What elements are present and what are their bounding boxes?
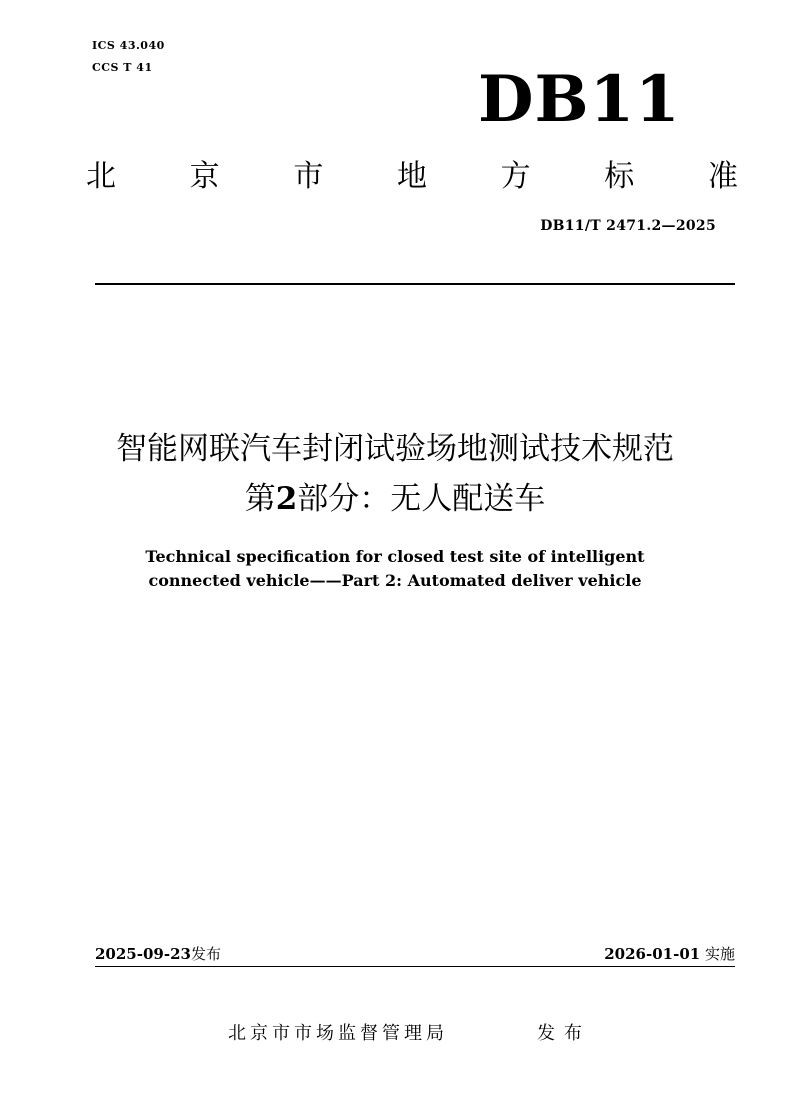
standard-type-char: 标 [604,159,635,194]
issue-date: 2025-09-23 [95,945,191,963]
standard-type-heading [86,148,738,198]
implementation-date-block [604,943,735,964]
implementation-date: 2026-01-01 [604,945,701,963]
title-english-line-2: connected vehicle——Part 2: Automated deliver vehicle [148,571,642,590]
title-english-line-1: Technical specification for closed test site of intelligent [145,547,645,566]
issue-date-block [95,943,221,964]
title-part-number: 2 [275,481,298,517]
title-chinese-line-2 [0,478,790,520]
ccs-code: CCS T 41 [92,61,153,74]
issuing-verb: 发布 [537,1023,591,1044]
issuing-authority: 北京市市场监督管理局 [228,1023,448,1044]
title-part-prefix: 第 [244,481,276,517]
standard-type-char: 方 [500,159,531,194]
ics-code: ICS 43.040 [92,39,165,52]
title-part-suffix: 部分：无人配送车 [297,481,546,517]
header-divider [95,283,735,285]
standard-type-char: 京 [189,159,220,194]
db11-logo: DB11 [478,62,681,137]
footer-divider [95,966,735,967]
issue-label: 发布 [190,945,221,963]
standard-type-char: 准 [707,159,738,194]
standard-type-char: 地 [396,159,427,194]
standard-type-char: 北 [86,159,116,194]
standard-number: DB11/T 2471.2—2025 [540,218,716,234]
title-chinese-line-1: 智能网联汽车封闭试验场地测试技术规范 [116,431,674,467]
implementation-label: 实施 [704,945,735,963]
standard-type-char: 市 [293,159,324,194]
